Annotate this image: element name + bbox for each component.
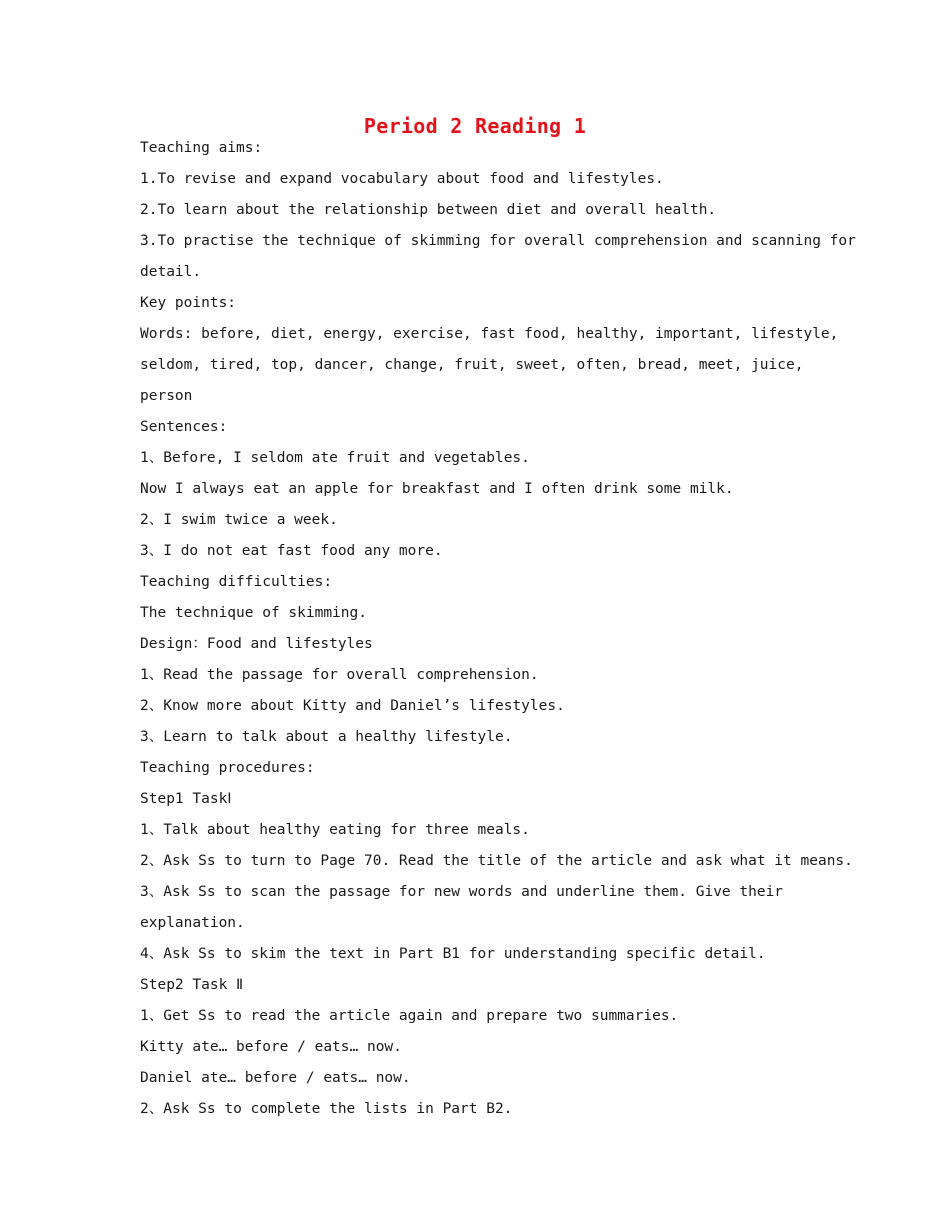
text-line-step-1-item-3: 3、Ask Ss to scan the passage for new words and underline them. Give their xyxy=(140,884,784,900)
text-line-step-2-item-2: 2、Ask Ss to complete the lists in Part B2. xyxy=(140,1101,513,1117)
text-line-step-2: Step2 Task Ⅱ xyxy=(140,977,244,993)
text-line-difficulty: The technique of skimming. xyxy=(140,605,367,621)
text-line-words-cont-2: person xyxy=(140,388,193,404)
text-line-design-1: 1、Read the passage for overall comprehension. xyxy=(140,667,539,683)
text-line-step-1-item-3-cont: explanation. xyxy=(140,915,245,931)
text-line-daniel-summary: Daniel ate… before / eats… now. xyxy=(140,1070,411,1086)
text-line-difficulties-heading: Teaching difficulties: xyxy=(140,574,333,590)
text-line-words-cont: seldom, tired, top, dancer, change, fruit, sweet, often, bread, meet, juice, xyxy=(140,357,804,373)
text-line-key-points-heading: Key points: xyxy=(140,295,237,311)
document-body xyxy=(140,133,856,1125)
text-line-sentence-3: 3、I do not eat fast food any more. xyxy=(140,543,443,559)
text-line-design-2: 2、Know more about Kitty and Daniel’s lifestyles. xyxy=(140,698,565,714)
text-line-teaching-aims-heading: Teaching aims: xyxy=(140,140,263,156)
page-title: Period 2 Reading 1 xyxy=(363,114,587,138)
text-line-aim-1: 1.To revise and expand vocabulary about food and lifestyles. xyxy=(140,171,664,187)
text-line-design-3: 3、Learn to talk about a healthy lifestyle. xyxy=(140,729,513,745)
text-line-kitty-summary: Kitty ate… before / eats… now. xyxy=(140,1039,402,1055)
text-line-design: Design：Food and lifestyles xyxy=(140,636,373,652)
text-line-procedures-heading: Teaching procedures: xyxy=(140,760,315,776)
text-line-sentences-heading: Sentences: xyxy=(140,419,228,435)
text-line-words: Words: before, diet, energy, exercise, fast food, healthy, important, lifestyle, xyxy=(140,326,839,342)
text-line-aim-3: 3.To practise the technique of skimming for overall comprehension and scanning for xyxy=(140,233,856,249)
text-line-aim-3-cont: detail. xyxy=(140,264,202,280)
text-line-step-1-item-1: 1、Talk about healthy eating for three meals. xyxy=(140,822,530,838)
text-line-step-1-item-2: 2、Ask Ss to turn to Page 70. Read the title of the article and ask what it means. xyxy=(140,853,853,869)
text-line-sentence-1-cont: Now I always eat an apple for breakfast and I often drink some milk. xyxy=(140,481,734,497)
text-line-aim-2: 2.To learn about the relationship between diet and overall health. xyxy=(140,202,717,218)
text-line-step-2-item-1: 1、Get Ss to read the article again and prepare two summaries. xyxy=(140,1008,679,1024)
text-line-step-1-item-4: 4、Ask Ss to skim the text in Part B1 for understanding specific detail. xyxy=(140,946,766,962)
text-line-step-1: Step1 TaskⅠ xyxy=(140,791,232,807)
text-line-sentence-2: 2、I swim twice a week. xyxy=(140,512,338,528)
text-line-sentence-1: 1、Before, I seldom ate fruit and vegetables. xyxy=(140,450,530,466)
